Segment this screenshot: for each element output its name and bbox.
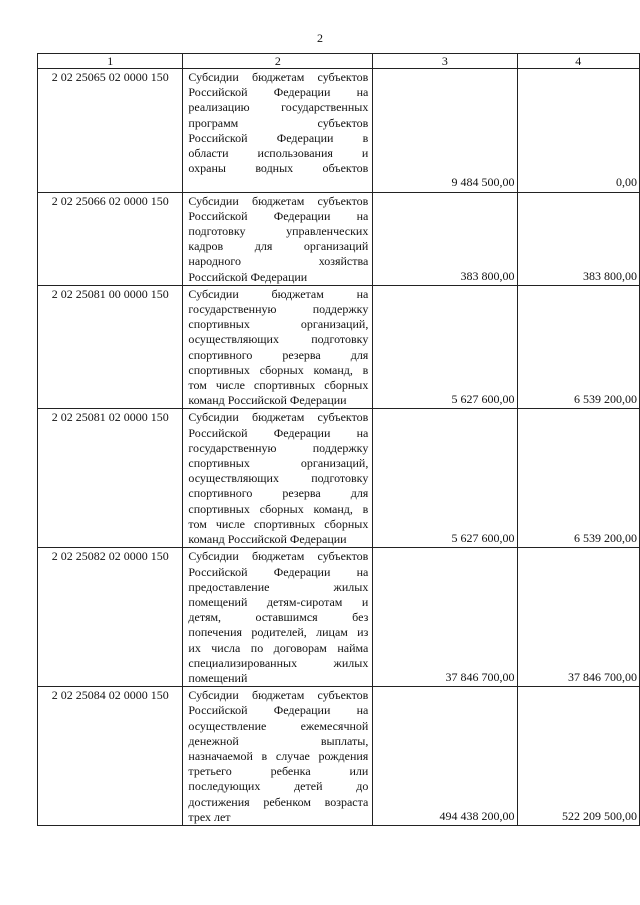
description-line: их числа по договорам найма xyxy=(188,640,369,655)
description-line: государственную поддержку xyxy=(188,440,369,455)
description-line: Субсидии бюджетам субъектов xyxy=(188,688,369,703)
description-line: народного хозяйства xyxy=(188,254,369,269)
row-value-col4: 0,00 xyxy=(517,69,639,193)
description-line: трех лет xyxy=(188,809,231,824)
row-code: 2 02 25084 02 0000 150 xyxy=(38,687,183,826)
description-line: том числе спортивных сборных xyxy=(188,516,369,531)
row-description xyxy=(183,687,373,826)
row-value-col3: 37 846 700,00 xyxy=(373,548,517,687)
row-code: 2 02 25081 00 0000 150 xyxy=(38,285,183,409)
row-value-col4: 6 539 200,00 xyxy=(517,409,639,548)
row-description xyxy=(183,285,373,409)
description-line: осуществляющих подготовку xyxy=(188,332,369,347)
budget-table xyxy=(37,53,640,826)
description-line: охраны водных объектов xyxy=(188,161,369,176)
description-line: Субсидии бюджетам субъектов xyxy=(188,193,369,208)
table-row xyxy=(38,687,640,826)
description-line: области использования и xyxy=(188,146,369,161)
row-value-col3: 5 627 600,00 xyxy=(373,285,517,409)
description-line: назначаемой в случае рождения xyxy=(188,748,369,763)
description-line: реализацию государственных xyxy=(188,100,369,115)
description-line: Российской Федерации на xyxy=(188,564,369,579)
row-code: 2 02 25082 02 0000 150 xyxy=(38,548,183,687)
row-description xyxy=(183,548,373,687)
table-row xyxy=(38,409,640,548)
description-line: помещений детям-сиротам и xyxy=(188,594,369,609)
row-value-col3: 5 627 600,00 xyxy=(373,409,517,548)
description-line: попечения родителей, лицам из xyxy=(188,625,369,640)
row-value-col3: 9 484 500,00 xyxy=(373,69,517,193)
description-line: осуществление ежемесячной xyxy=(188,718,369,733)
description-line: подготовку управленческих xyxy=(188,224,369,239)
description-line: Субсидии бюджетам субъектов xyxy=(188,70,369,84)
description-line: том числе спортивных сборных xyxy=(188,378,369,393)
header-row xyxy=(38,54,640,69)
description-line: осуществляющих подготовку xyxy=(188,471,369,486)
description-line: кадров для организаций xyxy=(188,239,369,254)
description-line: спортивных организаций, xyxy=(188,456,369,471)
description-line: спортивных сборных команд, в xyxy=(188,362,369,377)
table-row xyxy=(38,69,640,193)
row-value-col3: 383 800,00 xyxy=(373,192,517,285)
column-header-3: 3 xyxy=(373,54,517,69)
row-value-col4: 37 846 700,00 xyxy=(517,548,639,687)
description-line: Субсидии бюджетам на xyxy=(188,286,369,301)
column-header-4: 4 xyxy=(517,54,639,69)
row-code: 2 02 25081 02 0000 150 xyxy=(38,409,183,548)
description-line: спортивного резерва для xyxy=(188,347,369,362)
description-line: государственную поддержку xyxy=(188,302,369,317)
row-value-col4: 522 209 500,00 xyxy=(517,687,639,826)
row-description xyxy=(183,409,373,548)
row-code: 2 02 25066 02 0000 150 xyxy=(38,192,183,285)
description-line: специализированных жилых xyxy=(188,655,369,670)
description-line: достижения ребенком возраста xyxy=(188,794,369,809)
table-row xyxy=(38,285,640,409)
description-line: Субсидии бюджетам субъектов xyxy=(188,410,369,425)
description-line: команд Российской Федерации xyxy=(188,393,347,408)
description-line: Российской Федерации на xyxy=(188,208,369,223)
column-header-2: 2 xyxy=(183,54,373,69)
description-line: Российской Федерации в xyxy=(188,130,369,145)
row-description xyxy=(183,192,373,285)
description-line: третьего ребенка или xyxy=(188,764,369,779)
description-line: денежной выплаты, xyxy=(188,733,369,748)
description-line: Субсидии бюджетам субъектов xyxy=(188,549,369,564)
description-line: спортивного резерва для xyxy=(188,486,369,501)
table-row xyxy=(38,548,640,687)
row-description xyxy=(183,69,373,193)
row-value-col4: 383 800,00 xyxy=(517,192,639,285)
description-line: спортивных организаций, xyxy=(188,317,369,332)
description-line: последующих детей до xyxy=(188,779,369,794)
description-line: детям, оставшимся без xyxy=(188,610,369,625)
row-code: 2 02 25065 02 0000 150 xyxy=(38,69,183,193)
description-line: команд Российской Федерации xyxy=(188,532,347,547)
row-value-col4: 6 539 200,00 xyxy=(517,285,639,409)
description-line: Российской Федерации на xyxy=(188,85,369,100)
row-value-col3: 494 438 200,00 xyxy=(373,687,517,826)
description-line: помещений xyxy=(188,670,248,685)
description-line: предоставление жилых xyxy=(188,579,369,594)
description-line: программ субъектов xyxy=(188,115,369,130)
column-header-1: 1 xyxy=(38,54,183,69)
description-line xyxy=(188,176,368,191)
description-line: Российской Федерации на xyxy=(188,425,369,440)
page-number: 2 xyxy=(317,31,323,45)
description-line: Российской Федерации xyxy=(188,269,308,284)
description-line: Российской Федерации на xyxy=(188,703,369,718)
description-line: спортивных сборных команд, в xyxy=(188,501,369,516)
table-row xyxy=(38,192,640,285)
